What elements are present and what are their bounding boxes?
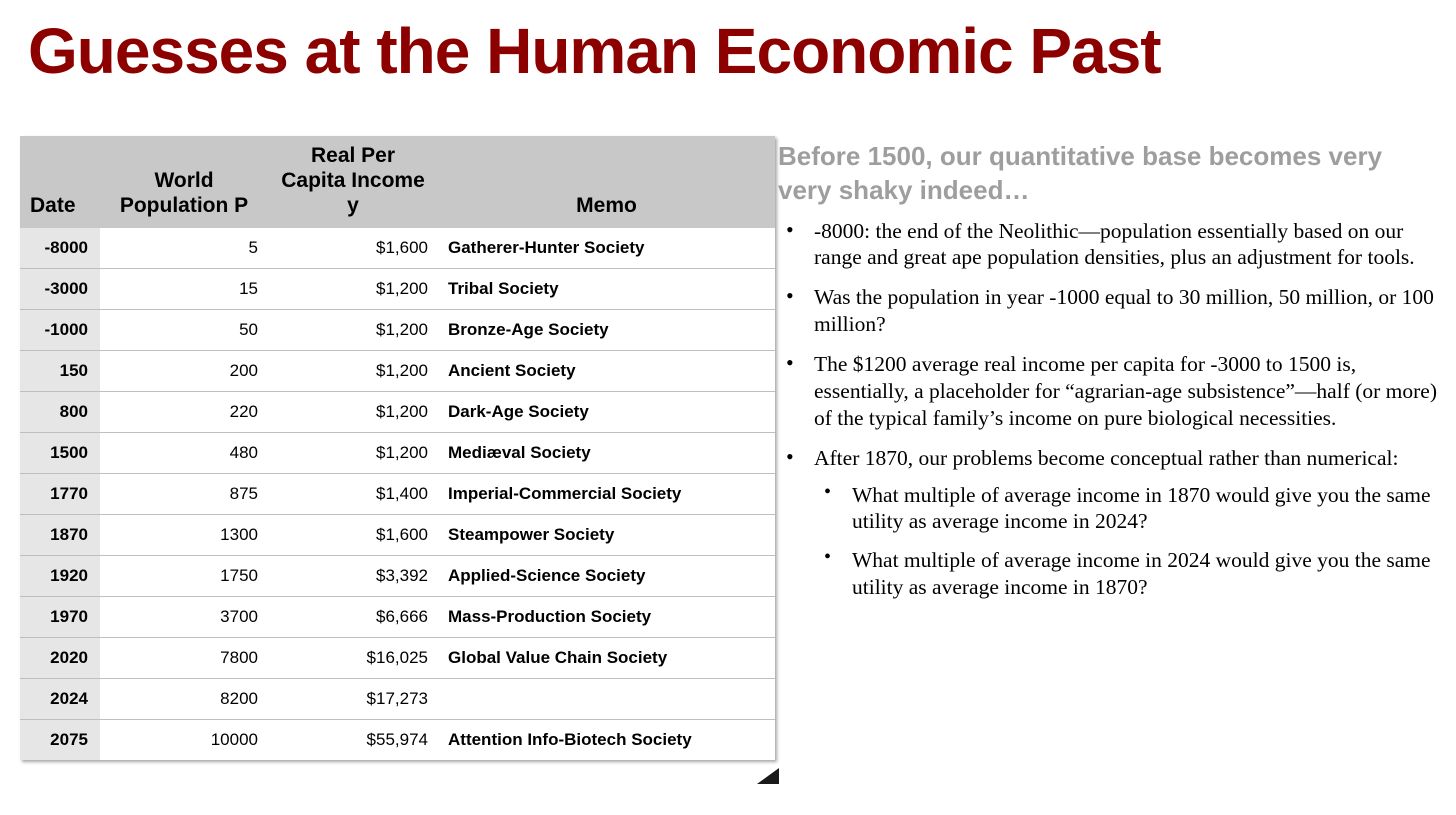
cell-memo: Steampower Society [438,515,775,556]
cell-memo [438,679,775,720]
cell-income: $1,200 [268,433,438,474]
cell-memo: Applied-Science Society [438,556,775,597]
table-row [20,638,775,679]
table-row [20,228,775,269]
cell-population: 480 [100,433,268,474]
cell-population: 200 [100,351,268,392]
table-header-row [20,136,775,228]
cell-income: $1,200 [268,351,438,392]
notes-bullet-list [778,218,1440,602]
cell-memo: Mediæval Society [438,433,775,474]
cell-income: $1,400 [268,474,438,515]
cell-date: 1870 [20,515,100,556]
cell-income: $1,600 [268,228,438,269]
table-row [20,556,775,597]
list-item: • Was the population in year -1000 equal to 30 million, 50 million, or 100 million? [778,284,1440,338]
list-item-text: After 1870, our problems become conceptual rather than numerical: [814,445,1399,470]
cell-population: 7800 [100,638,268,679]
table-row [20,310,775,351]
cell-population: 875 [100,474,268,515]
list-item: • -8000: the end of the Neolithic—population essentially based on our range and great ape population densities, plus an adjustment for tools. [778,218,1440,272]
table-row [20,474,775,515]
cell-memo: Mass-Production Society [438,597,775,638]
cell-date: 2024 [20,679,100,720]
cell-memo: Attention Info-Biotech Society [448,730,692,750]
cell-date: 2020 [20,638,100,679]
cell-income: $17,273 [268,679,438,720]
cell-date: 800 [20,392,100,433]
table-row [20,433,775,474]
cell-date: -3000 [20,269,100,310]
table-row [20,597,775,638]
notes-heading: Before 1500, our quantitative base becomes very very shaky indeed… [778,141,1383,205]
cell-income: $1,200 [268,269,438,310]
list-item [778,445,1440,601]
list-item: • The $1200 average real income per capita for -3000 to 1500 is, essentially, a placeholder for “agrarian-age subsistence”—half (or more) of the typical family’s income on pure biological necessities. [778,351,1440,432]
cell-population: 50 [100,310,268,351]
cell-income: $1,600 [268,515,438,556]
cell-population: 3700 [100,597,268,638]
cell-income: $1,200 [268,310,438,351]
page-corner-fold-icon [757,768,779,784]
cell-date: -1000 [20,310,100,351]
economic-history-table [20,136,775,760]
cell-population: 1300 [100,515,268,556]
column-header-income: Real Per Capita Income y [268,136,438,228]
cell-income: $55,974 [366,730,428,750]
notes-sub-bullet-list [814,482,1440,602]
cell-memo: Gatherer-Hunter Society [438,228,775,269]
table-row [20,720,775,761]
cell-income: $16,025 [268,638,438,679]
column-header-population: World Population P [100,136,268,228]
cell-memo: Global Value Chain Society [438,638,775,679]
cell-income: $6,666 [268,597,438,638]
table-header [20,136,775,228]
cell-date: 2075 [20,720,100,761]
column-header-date: Date [20,136,100,228]
table-row [20,392,775,433]
cell-income: $1,200 [268,392,438,433]
cell-date: 1920 [20,556,100,597]
cell-date: -8000 [20,228,100,269]
cell-date: 1770 [20,474,100,515]
table-row [20,351,775,392]
cell-memo: Bronze-Age Society [438,310,775,351]
page-title: Guesses at the Human Economic Past [28,15,1161,87]
cell-population: 15 [100,269,268,310]
cell-date: 1970 [20,597,100,638]
cell-population: 8200 [100,679,268,720]
list-item: • What multiple of average income in 2024 would give you the same utility as average income in 1870? [814,547,1440,601]
cell-population: 10000 [210,730,258,750]
list-item: • What multiple of average income in 1870 would give you the same utility as average income in 2024? [814,482,1440,536]
cell-date: 150 [20,351,100,392]
notes-panel [778,140,1440,614]
cell-population: 5 [100,228,268,269]
cell-memo: Dark-Age Society [438,392,775,433]
column-header-memo: Memo [438,136,775,228]
cell-population: 1750 [100,556,268,597]
table-body [20,228,775,760]
cell-memo: Tribal Society [438,269,775,310]
economic-history-table-container [20,136,775,760]
table-row [20,515,775,556]
cell-memo: Imperial-Commercial Society [438,474,775,515]
cell-population: 220 [100,392,268,433]
cell-date: 1500 [20,433,100,474]
cell-income: $3,392 [268,556,438,597]
cell-memo: Ancient Society [438,351,775,392]
table-row [20,269,775,310]
table-row [20,679,775,720]
